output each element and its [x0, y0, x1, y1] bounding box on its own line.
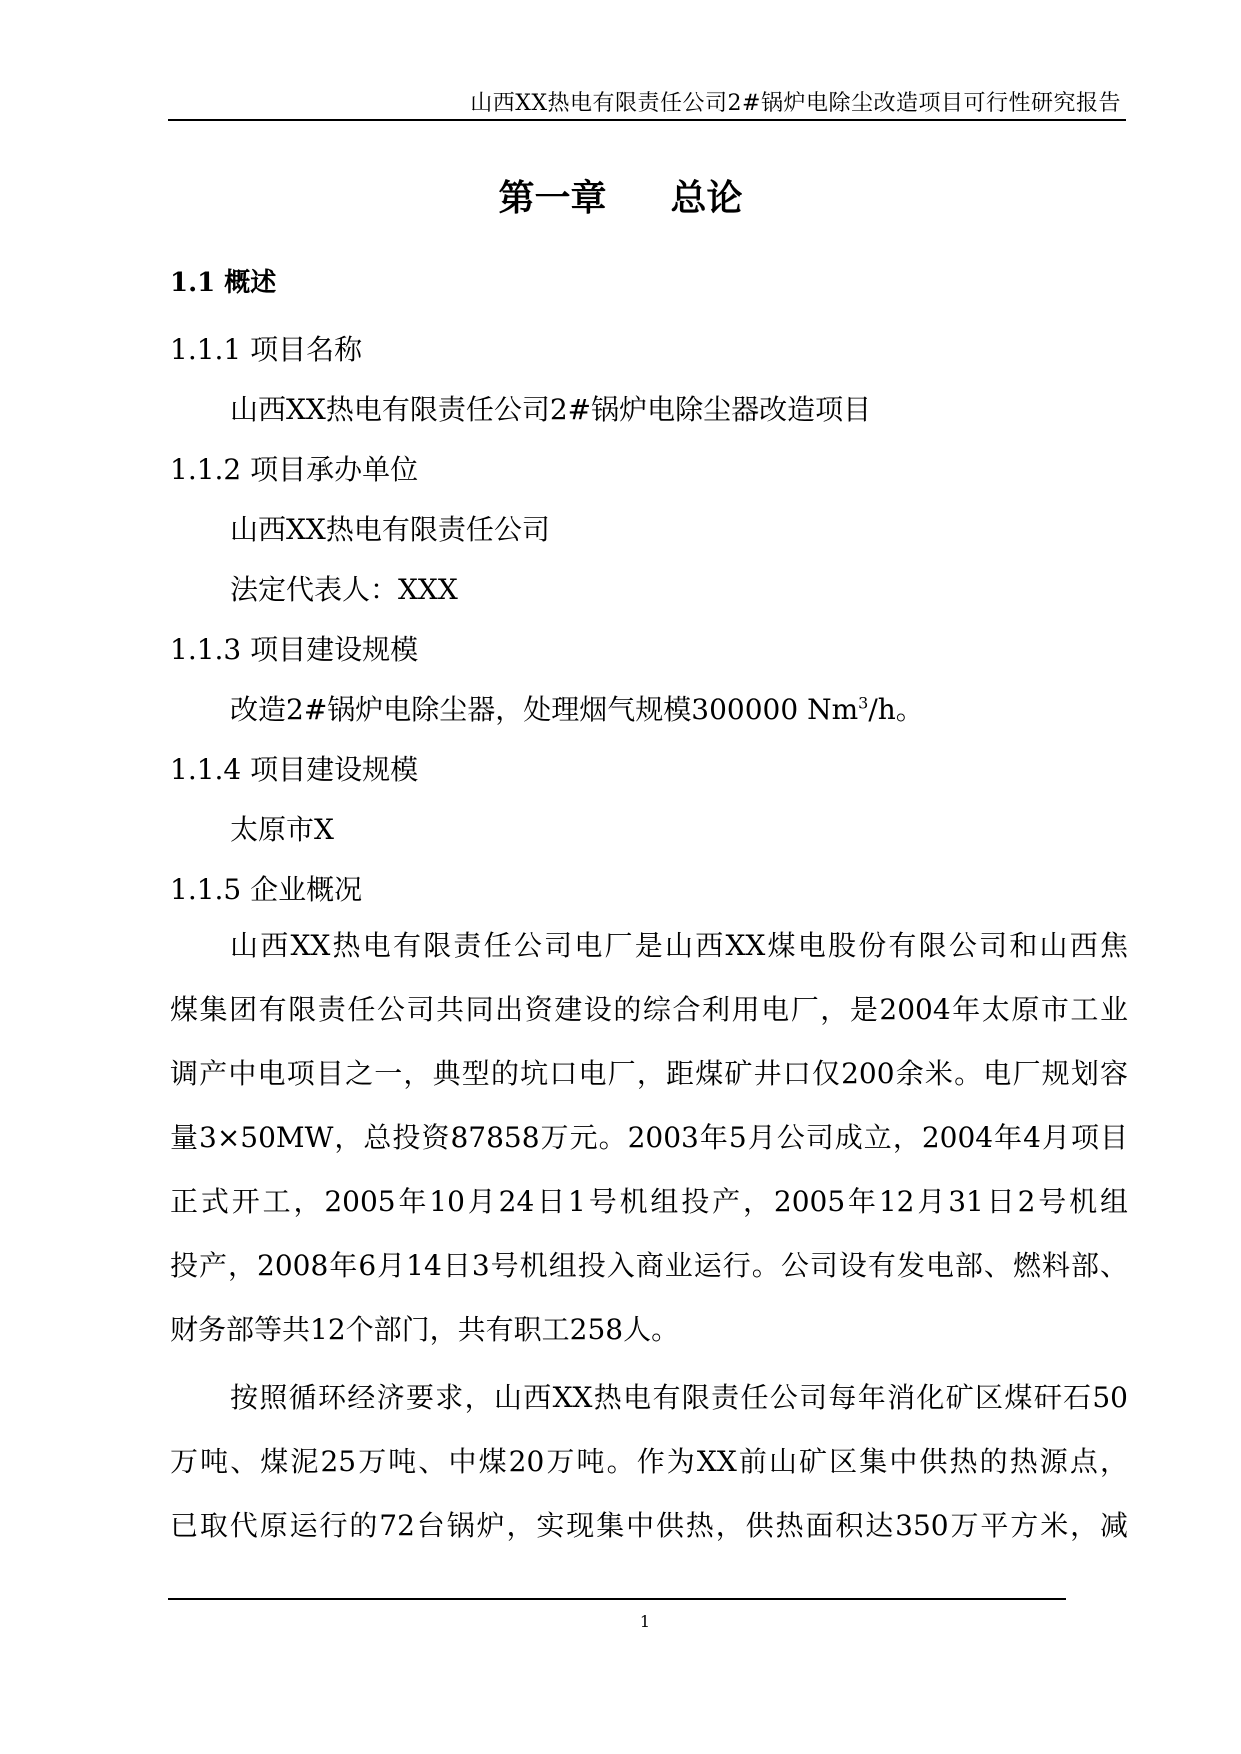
paragraph-line: 已取代原运行的72台锅炉，实现集中供热，供热面积达350万平方米，减 [170, 1509, 1128, 1542]
subsection-heading-undertaking-unit: 1.1.2 项目承办单位 [170, 453, 419, 486]
subsection-heading-construction-scale-2: 1.1.4 项目建设规模 [170, 753, 419, 786]
chapter-label: 第一章 [498, 177, 607, 219]
project-name-text: 山西XX热电有限责任公司2#锅炉电除尘器改造项目 [230, 393, 872, 426]
footer-divider [168, 1598, 1066, 1600]
legal-representative-text: 法定代表人：XXX [230, 573, 458, 606]
paragraph-line: 按照循环经济要求，山西XX热电有限责任公司每年消化矿区煤矸石50 [230, 1381, 1128, 1414]
subsection-heading-company-overview: 1.1.5 企业概况 [170, 873, 363, 906]
header-divider [168, 119, 1126, 121]
paragraph-line: 量3×50MW，总投资87858万元。2003年5月公司成立，2004年4月项目 [170, 1121, 1128, 1154]
paragraph-line: 投产，2008年6月14日3号机组投入商业运行。公司设有发电部、燃料部、 [170, 1249, 1128, 1282]
page-number: 1 [639, 1612, 651, 1631]
chapter-title [0, 170, 1241, 221]
paragraph-line: 煤集团有限责任公司共同出资建设的综合利用电厂，是2004年太原市工业 [170, 993, 1128, 1026]
paragraph-line: 正式开工，2005年10月24日1号机组投产，2005年12月31日2号机组 [170, 1185, 1128, 1218]
paragraph-line: 调产中电项目之一，典型的坑口电厂，距煤矿井口仅200余米。电厂规划容 [170, 1057, 1128, 1090]
paragraph-line: 山西XX热电有限责任公司电厂是山西XX煤电股份有限公司和山西焦 [230, 929, 1128, 962]
paragraph-line: 万吨、煤泥25万吨、中煤20万吨。作为XX前山矿区集中供热的热源点， [170, 1445, 1128, 1478]
undertaking-unit-text: 山西XX热电有限责任公司 [230, 513, 550, 546]
paragraph-line: 财务部等共12个部门，共有职工258人。 [170, 1313, 680, 1346]
construction-scale-superscript: 3 [858, 693, 869, 713]
header-title: 山西XX热电有限责任公司2#锅炉电除尘改造项目可行性研究报告 [470, 91, 1121, 116]
construction-scale-text [230, 688, 924, 728]
subsection-heading-project-name: 1.1.1 项目名称 [170, 333, 363, 366]
construction-scale-unit: /h。 [868, 693, 924, 726]
chapter-name: 总论 [670, 177, 743, 219]
section-title: 1.1 概述 [170, 268, 277, 298]
construction-scale-main: 改造2#锅炉电除尘器，处理烟气规模300000 Nm [230, 693, 859, 726]
location-text: 太原市X [230, 813, 334, 846]
subsection-heading-construction-scale: 1.1.3 项目建设规模 [170, 633, 419, 666]
